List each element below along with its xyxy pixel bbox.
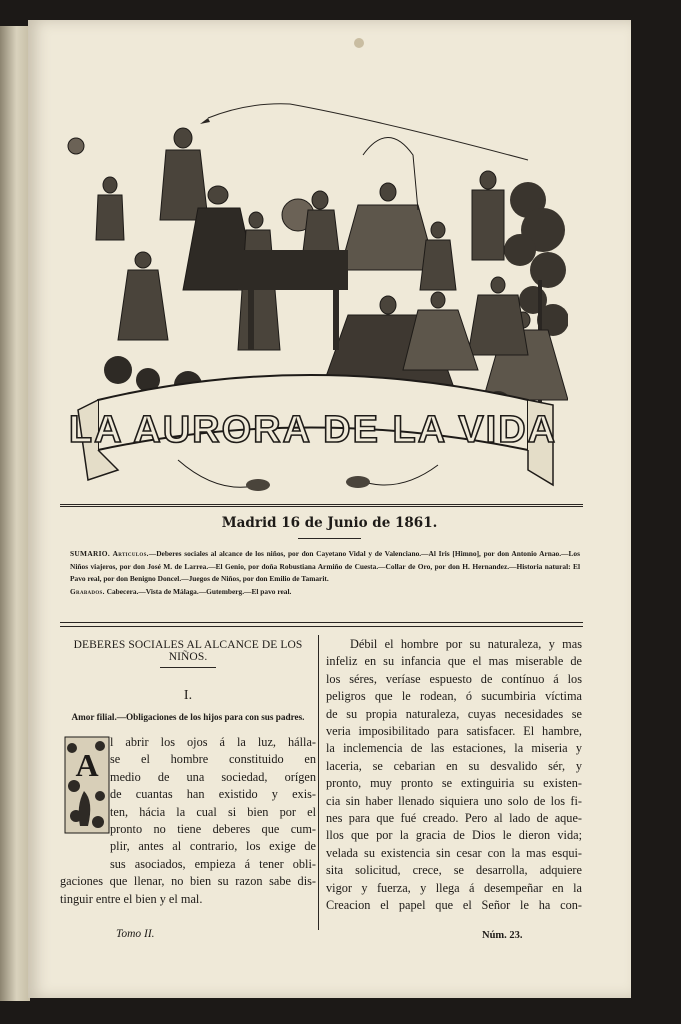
dateline-rule	[298, 538, 361, 539]
top-rule	[60, 504, 583, 505]
summary-engravings-label: Grabados.	[70, 586, 105, 596]
text-line: velada su existencia sin cesar con la mas esqui-	[326, 845, 582, 860]
text-line: de su propia naturaleza, cuyas necesidades se	[326, 706, 582, 721]
text-line: de cuantas han existido y exis-	[110, 787, 316, 802]
article-right-column	[326, 636, 582, 915]
text-line: Débil el hombre por su naturaleza, y mas	[350, 637, 582, 651]
summary-rule-double	[60, 626, 583, 627]
paper-stain	[354, 38, 364, 48]
summary-label: SUMARIO.	[70, 549, 110, 558]
text-line: Creacion el papel que el Señor le ha con-	[326, 898, 582, 913]
text-line: nes para que fué creado. Pero al lado de aque-	[326, 811, 582, 826]
text-line: plir, antes al contrario, los exige de	[110, 839, 316, 854]
summary-articles-label: Articulos.	[112, 549, 149, 558]
text-line: laceria, se cebarian en su desvalido sér, y	[326, 758, 582, 773]
summary-articles-text: —Deberes sociales al alcance de los niños, por don Cayetano Vidal y de Valenciano.—Al Iris [Himno], por don Antonio Arnao.—Los Niños viajeros, por don José M. de Larrea.—El Genio, por doña Robustiana Armiño de Cuesta.—Collar de Oro, por don H. Hernandez.—Historia natural: El Pavo real, por don Benigno Doncel.—Juegos de Niños, por don Emilio de Tamarit.	[70, 549, 580, 584]
column-divider	[318, 635, 319, 930]
summary-engravings-text: Cabecera.—Vista de Málaga.—Gutemberg.—El pavo real.	[106, 586, 292, 596]
text-line: infeliz en su infancia que el mas miserable de	[326, 654, 582, 669]
article-right-text	[326, 636, 582, 915]
text-line: pronto no tiene deberes que cum-	[110, 822, 316, 837]
article-opening	[60, 734, 316, 914]
issue-number: Núm. 23.	[482, 930, 523, 941]
text-line: veria imposibilitado para satisfacer. El hambre,	[326, 724, 582, 739]
article-subtitle: Amor filial.—Obligaciones de los hijos para con sus padres.	[71, 712, 305, 722]
text-line: cia sin haber llenado siquiera uno solo de los fi-	[326, 793, 582, 808]
summary-rule	[60, 622, 583, 623]
text-line: se el hombre constituido en	[110, 752, 316, 767]
text-line: pronto, muy pronto se extinguiria su existen-	[326, 776, 582, 791]
text-line: tinguir entre el bien y el mal.	[60, 891, 203, 906]
article-left-text	[60, 734, 316, 908]
masthead-title: LA AURORA DE LA VIDA	[68, 409, 558, 451]
left-page-edge	[0, 26, 30, 1001]
text-line: gaciones que llenar, no bien su razon sabe dis-	[60, 874, 316, 889]
newspaper-page	[28, 20, 631, 998]
text-line: llos que por la gracia de Dios le dieron vida;	[326, 828, 582, 843]
text-line: peligros que le rodean, ó sucumbiria víctima	[326, 689, 582, 704]
masthead-illustration	[58, 100, 568, 500]
text-line: ten, hácia la cual si bien por el	[110, 804, 316, 819]
text-line: vigor y fuerza, y llega á desempeñar en la	[326, 880, 582, 895]
issue-summary	[70, 548, 580, 598]
text-line: los séres, veríase espuesto de contínuo á los	[326, 671, 582, 686]
text-line: medio de una sociedad, orígen	[110, 769, 316, 784]
text-line: sita solicitud, crece, se desarrolla, adquiere	[326, 863, 582, 878]
top-rule-double	[60, 506, 583, 507]
issue-dateline: Madrid 16 de Junio de 1861.	[221, 515, 438, 531]
text-line: la inclemencia de las estaciones, la miseria y	[326, 741, 582, 756]
article-title: DEBERES SOCIALES AL ALCANCE DE LOS NIÑOS.	[73, 639, 303, 663]
volume-label: Tomo II.	[116, 928, 155, 940]
article-left-column	[60, 636, 316, 914]
masthead-engraving	[58, 100, 568, 500]
title-rule	[160, 667, 216, 668]
section-number: I.	[183, 688, 193, 703]
text-line: sus asociados, empieza á tener obli-	[110, 856, 316, 871]
text-line: l abrir los ojos á la luz, hálla-	[110, 735, 316, 749]
drop-cap-letter: A	[75, 747, 99, 783]
